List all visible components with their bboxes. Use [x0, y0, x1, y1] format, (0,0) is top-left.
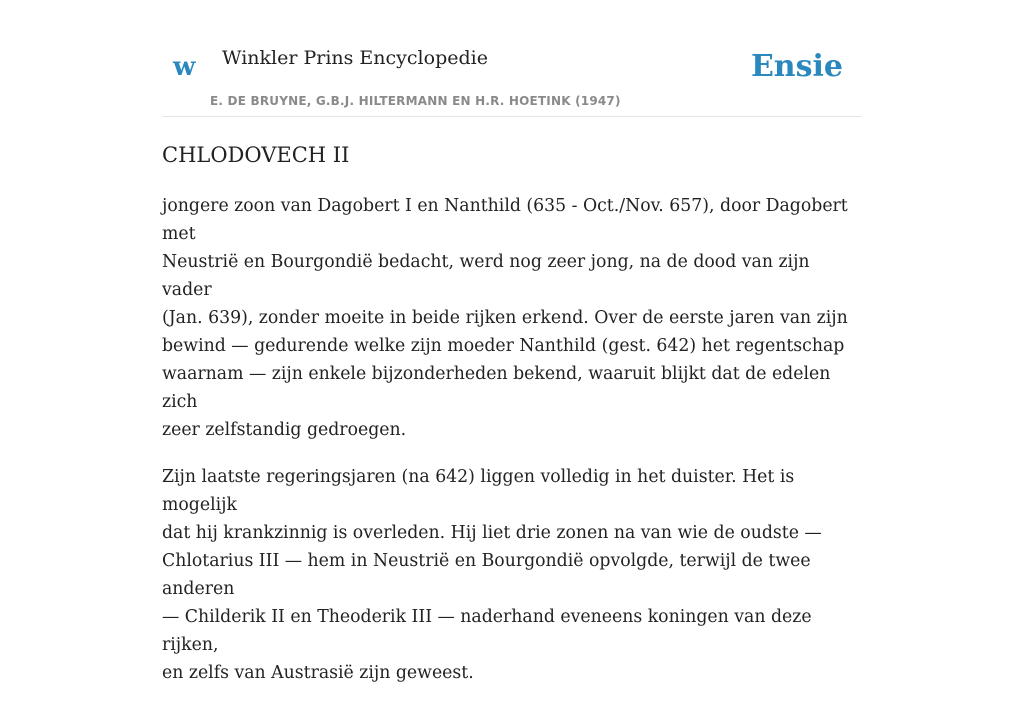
publication-logo[interactable]: w	[173, 52, 196, 82]
ensie-logo[interactable]: Ensie	[750, 49, 843, 84]
text-line: bewind — gedurende welke zijn moeder Nanthild (gest. 642) het regentschap	[162, 336, 845, 356]
text-line: zeer zelfstandig gedroegen.	[162, 420, 407, 440]
article-page	[162, 0, 862, 683]
publication-authors: E. DE BRUYNE, G.B.J. HILTERMANN EN H.R. HOETINK (1947)	[210, 94, 621, 108]
text-line: jongere zoon van Dagobert I en Nanthild (635 - Oct./Nov. 657), door Dagobert met	[162, 196, 848, 244]
text-line: dat hij krankzinnig is overleden. Hij liet drie zonen na van wie de oudste —	[162, 523, 822, 543]
text-line: Zijn laatste regeringsjaren (na 642) liggen volledig in het duister. Het is mogelijk	[162, 467, 795, 515]
text-line: waarnam — zijn enkele bijzonderheden bekend, waaruit blijkt dat de edelen zich	[162, 364, 831, 412]
text-line: Neustrië en Bourgondië bedacht, werd nog zeer jong, na de dood van zijn vader	[162, 252, 810, 300]
publication-title[interactable]: Winkler Prins Encyclopedie	[222, 47, 488, 69]
paragraph	[162, 192, 862, 444]
paragraph	[162, 463, 862, 687]
entry-title: CHLODOVECH II	[162, 143, 350, 167]
text-line: en zelfs van Austrasië zijn geweest.	[162, 663, 474, 683]
text-line: — Childerik II en Theoderik III — naderhand eveneens koningen van deze rijken,	[162, 607, 812, 655]
text-line: (Jan. 639), zonder moeite in beide rijken erkend. Over de eerste jaren van zijn	[162, 308, 848, 328]
text-line: Chlotarius III — hem in Neustrië en Bourgondië opvolgde, terwijl de twee anderen	[162, 551, 811, 599]
entry-body	[162, 192, 862, 706]
publication-header	[162, 0, 862, 117]
